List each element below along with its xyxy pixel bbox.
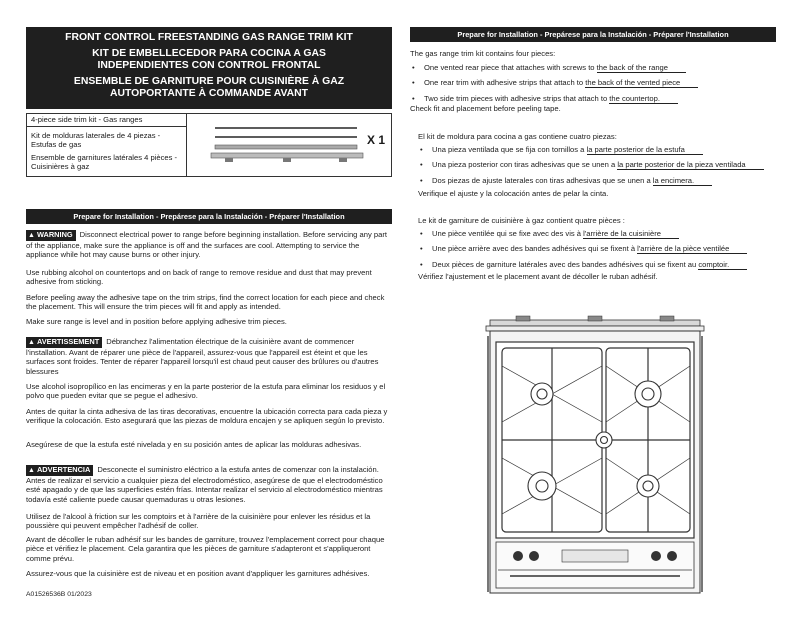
- rear-trim: [486, 326, 704, 331]
- level-paragraph-en: Make sure range is level and in position before applying adhesive trim pieces.: [26, 317, 287, 326]
- title-line-1: FRONT CONTROL FREESTANDING GAS RANGE TRIM KIT: [65, 32, 353, 43]
- check-note-fr: Vérifiez l'ajustement et le placement avant de décoller le ruban adhésif.: [418, 272, 658, 281]
- rear-trim-piece: [215, 145, 357, 149]
- list-item: [418, 176, 776, 185]
- list-item: [418, 160, 776, 169]
- alcohol-paragraph-es: Use alcohol isopropílico en las encimeras y en la parte posterior de la estufa para eliminar los residuos y el polvo que pueden evitar que se pegue el adhesivo.: [26, 382, 386, 401]
- list-item: [410, 78, 776, 87]
- section-header-right: Prepare for Installation - Prepárese para la Instalación - Préparer l'Installation: [410, 27, 776, 42]
- warning-badge-label: WARNING: [36, 230, 73, 239]
- list-item-location: la parte posterior de la pieza ventilada: [617, 160, 763, 170]
- document-code: A01526536B 01/2023: [26, 591, 92, 598]
- level-paragraph-es: Asegúrese de que la estufa esté nivelada y en su posición antes de aplicar las molduras adhesivas.: [26, 440, 362, 449]
- avertissement-triangle-icon: ▲: [28, 339, 35, 346]
- avertissement-paragraph: [26, 337, 392, 376]
- list-item-location: the back of the range: [597, 63, 686, 73]
- warning-badge: [26, 230, 76, 241]
- list-item-text: Dos piezas de ajuste laterales con tiras adhesivas que se unen a: [432, 175, 653, 185]
- vent-tab-right: [660, 316, 674, 321]
- list-item: [418, 244, 776, 253]
- vent-tab-left: [516, 316, 530, 321]
- pieces-list-es: [418, 145, 776, 191]
- vent-tab-1: [225, 158, 233, 162]
- intro-fr: Le kit de garniture de cuisinière à gaz contient quatre pièces :: [418, 216, 625, 225]
- kit-quantity: X 1: [367, 133, 386, 147]
- kit-label-es: Kit de molduras laterales de 4 piezas - Estufas de gas: [31, 131, 161, 149]
- list-item-location: the countertop.: [609, 94, 678, 104]
- avertissement-badge-label: AVERTISSEMENT: [36, 337, 100, 346]
- list-item-location: l'arrière de la cuisinière: [583, 229, 679, 239]
- list-item-text: One vented rear piece that attaches with screws to: [424, 63, 597, 72]
- kit-contents-table: [26, 113, 392, 177]
- list-item: [418, 145, 776, 154]
- peeling-paragraph-en: Before peeling away the adhesive tape on the trim strips, find the correct location for each piece and check the placement. This will ensure the trim pieces will fit and apply as intended.: [26, 293, 385, 312]
- gas-range-illustration: [480, 306, 710, 602]
- control-display: [562, 550, 628, 562]
- vent-tab-center: [588, 316, 602, 321]
- list-item: [410, 63, 776, 72]
- knob-1: [513, 551, 523, 561]
- peeling-paragraph-es: Antes de quitar la cinta adhesiva de las tiras decorativas, encuentre la ubicación correcta para cada pieza y verifique la colocación. Esto asegurará que las piezas de moldura encajen y se apliquen según lo previsto.: [26, 407, 388, 426]
- warning-text: Disconnect electrical power to range before beginning installation. Before servicing any part of the appliance, make sure the appliance is off and the surfaces are cool. Attempting to service the appliance while hot may cause burns or other injury.: [26, 230, 387, 260]
- control-panel: [496, 542, 694, 588]
- list-item-text: One rear trim with adhesive strips that attach to: [424, 78, 586, 88]
- advertencia-badge-label: ADVERTENCIA: [36, 465, 91, 474]
- kit-label-fr: Ensemble de garnitures latérales 4 pièces - Cuisinières à gaz: [31, 153, 178, 171]
- list-item-text: Two side trim pieces with adhesive strips that attach to: [424, 93, 610, 103]
- list-item-text: Une pièce ventilée qui se fixe avec des vis à: [432, 229, 584, 238]
- pieces-list-en: [410, 63, 776, 109]
- warning-triangle-icon: ▲: [28, 232, 35, 239]
- list-item-text: Una pieza posterior con tiras adhesivas que se unen a: [432, 160, 618, 170]
- kit-label-en: 4-piece side trim kit - Gas ranges: [27, 115, 186, 127]
- knob-2: [529, 551, 539, 561]
- vent-tab-2: [283, 158, 291, 162]
- list-item-text: Una pieza ventilada que se fija con tornillos a: [432, 145, 587, 154]
- title-block: [26, 27, 392, 109]
- intro-es: El kit de moldura para cocina a gas contiene cuatro piezas:: [418, 132, 617, 141]
- advertencia-badge: [26, 465, 93, 476]
- list-item-location: comptoir.: [698, 260, 747, 270]
- alcohol-paragraph-fr: Utilisez de l'alcool à friction sur les comptoirs et à l'arrière de la cuisinière pour enlever les résidus et la poussière qui peuvent empêcher l'adhésif de coller.: [26, 512, 371, 531]
- alcohol-paragraph-en: Use rubbing alcohol on countertops and on back of range to remove residue and dust that may prevent adhesive from sticking.: [26, 268, 372, 287]
- list-item: [418, 229, 776, 238]
- list-item: [410, 94, 776, 103]
- list-item-location: la encimera.: [653, 176, 712, 186]
- avertissement-text: Débranchez l'alimentation électrique de la cuisinière avant de commencer l'installation. Avant de réparer une pièce de l'appareil, assurez-vous que l'appareil est éteint et que les surfaces sont froides. Tenter de réparer l'appareil lorsqu'il est chaud peut causer des brûlures ou d'autres blessures: [26, 337, 379, 376]
- check-note-es: Verifique el ajuste y la colocación antes de pelar la cinta.: [418, 189, 609, 198]
- check-note-en: Check fit and placement before peeling tape.: [410, 104, 561, 113]
- list-item-location: l'arrière de la pièce ventilée: [637, 244, 747, 254]
- intro-en: The gas range trim kit contains four pieces:: [410, 49, 556, 58]
- pieces-list-fr: [418, 229, 776, 275]
- trim-pieces-illustration: [207, 120, 367, 170]
- advertencia-triangle-icon: ▲: [28, 467, 35, 474]
- vent-tab-3: [339, 158, 347, 162]
- list-item-location: la parte posterior de la estufa: [587, 145, 703, 155]
- level-paragraph-fr: Assurez-vous que la cuisinière est de niveau et en position avant d'appliquer les garnitures adhésives.: [26, 569, 370, 578]
- peeling-paragraph-fr: Avant de décoller le ruban adhésif sur les bandes de garniture, trouvez l'emplacement correct pour chaque pièce et vérifiez le placement. Cela garantira que les pièces de garniture s'adapteront et s'appliqueront comme prévu.: [26, 535, 385, 563]
- advertencia-paragraph: [26, 465, 392, 504]
- title-line-3: INDEPENDIENTES CON CONTROL FRONTAL: [97, 59, 321, 71]
- title-line-2: KIT DE EMBELLECEDOR PARA COCINA A GAS: [92, 48, 326, 60]
- title-line-5: AUTOPORTANTE À COMMANDE AVANT: [110, 87, 308, 99]
- list-item-text: Une pièce arrière avec des bandes adhésives qui se fixent à: [432, 244, 638, 254]
- avertissement-badge: [26, 337, 102, 348]
- knob-3: [651, 551, 661, 561]
- vented-rear-piece: [211, 153, 363, 158]
- title-line-4: ENSEMBLE DE GARNITURE POUR CUISINIÈRE À GAZ: [73, 76, 345, 88]
- warning-paragraph: [26, 230, 392, 260]
- list-item-location: the back of the vented piece: [585, 78, 698, 88]
- list-item-text: Deux pièces de garniture latérales avec des bandes adhésives qui se fixent au: [432, 259, 699, 269]
- advertencia-text: Desconecte el suministro eléctrico a la estufa antes de comenzar con la instalación. Antes de realizar el servicio a cualquier pieza del electrodoméstico, asegúrese de que el electrodoméstico esté apagado y de que las superficies estén frías. Intentar realizar el servicio al electrodoméstico mientras todavía esté caliente puede causar quemaduras u otras lesiones.: [26, 465, 383, 504]
- list-item: [418, 260, 776, 269]
- section-header-left: Prepare for Installation - Prepárese para la Instalación - Préparer l'Installation: [26, 209, 392, 224]
- knob-4: [667, 551, 677, 561]
- kit-labels: [27, 114, 187, 176]
